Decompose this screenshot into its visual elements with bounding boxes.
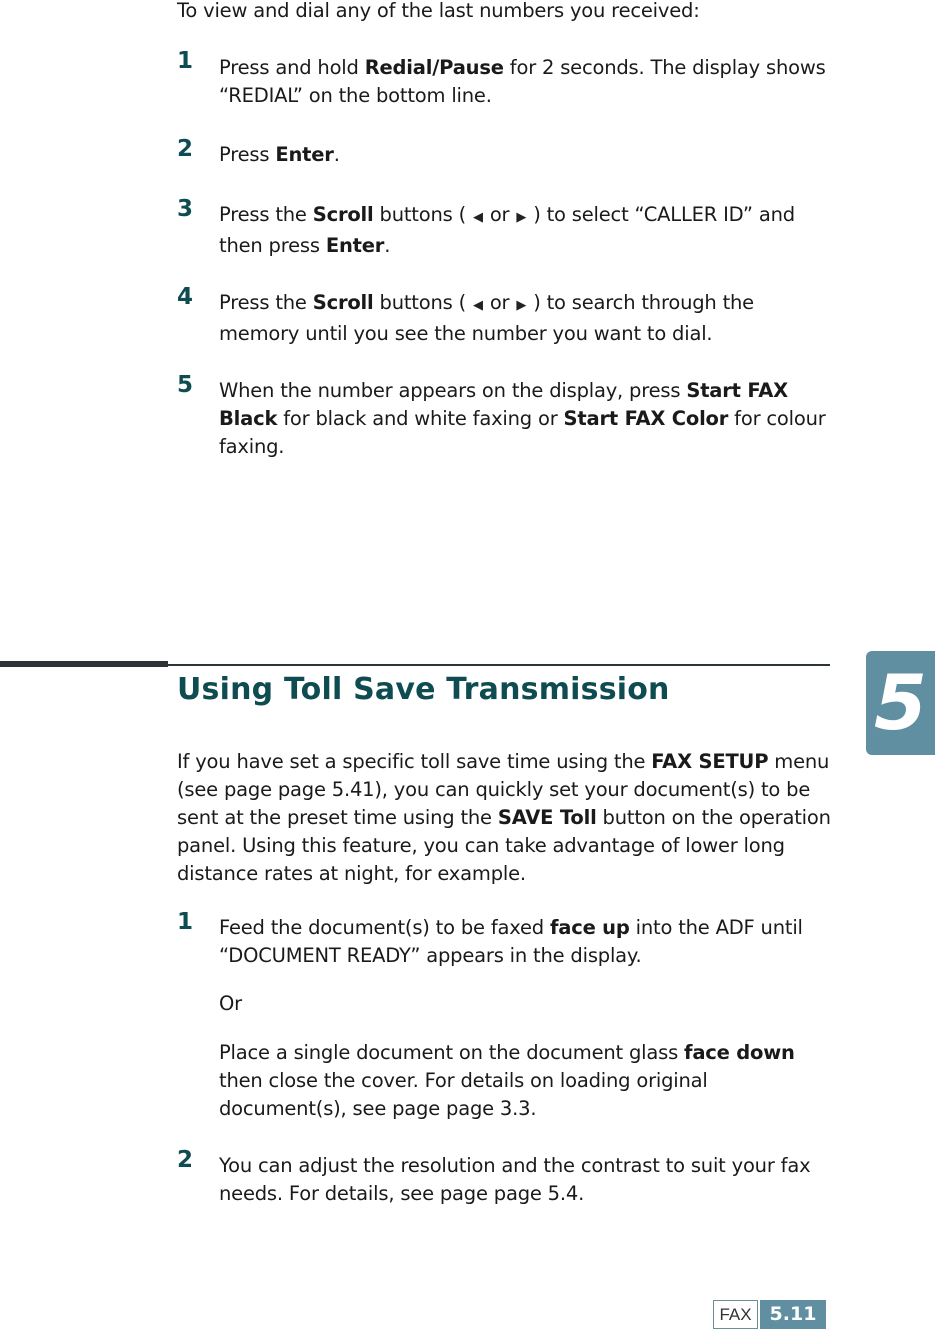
footer-section-label: FAX bbox=[713, 1300, 758, 1329]
chapter-number: 5 bbox=[874, 658, 927, 747]
step-number: 4 bbox=[177, 284, 194, 310]
chapter-tab bbox=[866, 651, 935, 755]
step-text: You can adjust the resolution and the contrast to suit your fax needs. For details, see page page 5.4. bbox=[219, 1154, 811, 1205]
right-triangle-icon: ▶ bbox=[516, 298, 527, 313]
step-number: 2 bbox=[177, 1147, 194, 1173]
section-title: Using Toll Save Transmission bbox=[177, 672, 670, 707]
step-number: 1 bbox=[177, 48, 194, 74]
left-triangle-icon: ◀ bbox=[473, 298, 483, 313]
section-rule-thick bbox=[0, 661, 168, 667]
section-paragraph: If you have set a specific toll save time using the FAX SETUP menu (see page page 5.41), you can quickly set your document(s) to be sent at the preset time using the SAVE Toll button on the operation panel. Using this feature, you can take advantage of lower long distance rates at night, for example. bbox=[177, 750, 831, 885]
section-rule bbox=[168, 664, 830, 666]
step-or: Or bbox=[219, 992, 242, 1015]
intro-text: To view and dial any of the last numbers you received: bbox=[177, 0, 700, 22]
step-text: Press Enter. bbox=[219, 143, 340, 166]
left-triangle-icon: ◀ bbox=[473, 210, 483, 225]
step-text: Press the Scroll buttons ( ◀ or ▶ ) to search through the memory until you see the number you want to dial. bbox=[219, 291, 754, 345]
step-number: 2 bbox=[177, 136, 194, 162]
step-number: 1 bbox=[177, 909, 194, 935]
step-number: 5 bbox=[177, 372, 194, 398]
step-text-alt: Place a single document on the document glass face down then close the cover. For details on loading original document(s), see page page 3.3. bbox=[219, 1041, 795, 1120]
right-triangle-icon: ▶ bbox=[516, 210, 527, 225]
step-text: Feed the document(s) to be faxed face up into the ADF until “DOCUMENT READY” appears in the display. bbox=[219, 916, 803, 967]
step-text: Press and hold Redial/Pause for 2 seconds. The display shows “REDIAL” on the bottom line. bbox=[219, 56, 826, 107]
step-text: When the number appears on the display, press Start FAX Black for black and white faxing or Start FAX Color for colour faxing. bbox=[219, 379, 826, 458]
step-text: Press the Scroll buttons ( ◀ or ▶ ) to select “CALLER ID” and then press Enter. bbox=[219, 203, 795, 257]
footer-page-number: 5.11 bbox=[760, 1300, 826, 1329]
step-number: 3 bbox=[177, 196, 194, 222]
